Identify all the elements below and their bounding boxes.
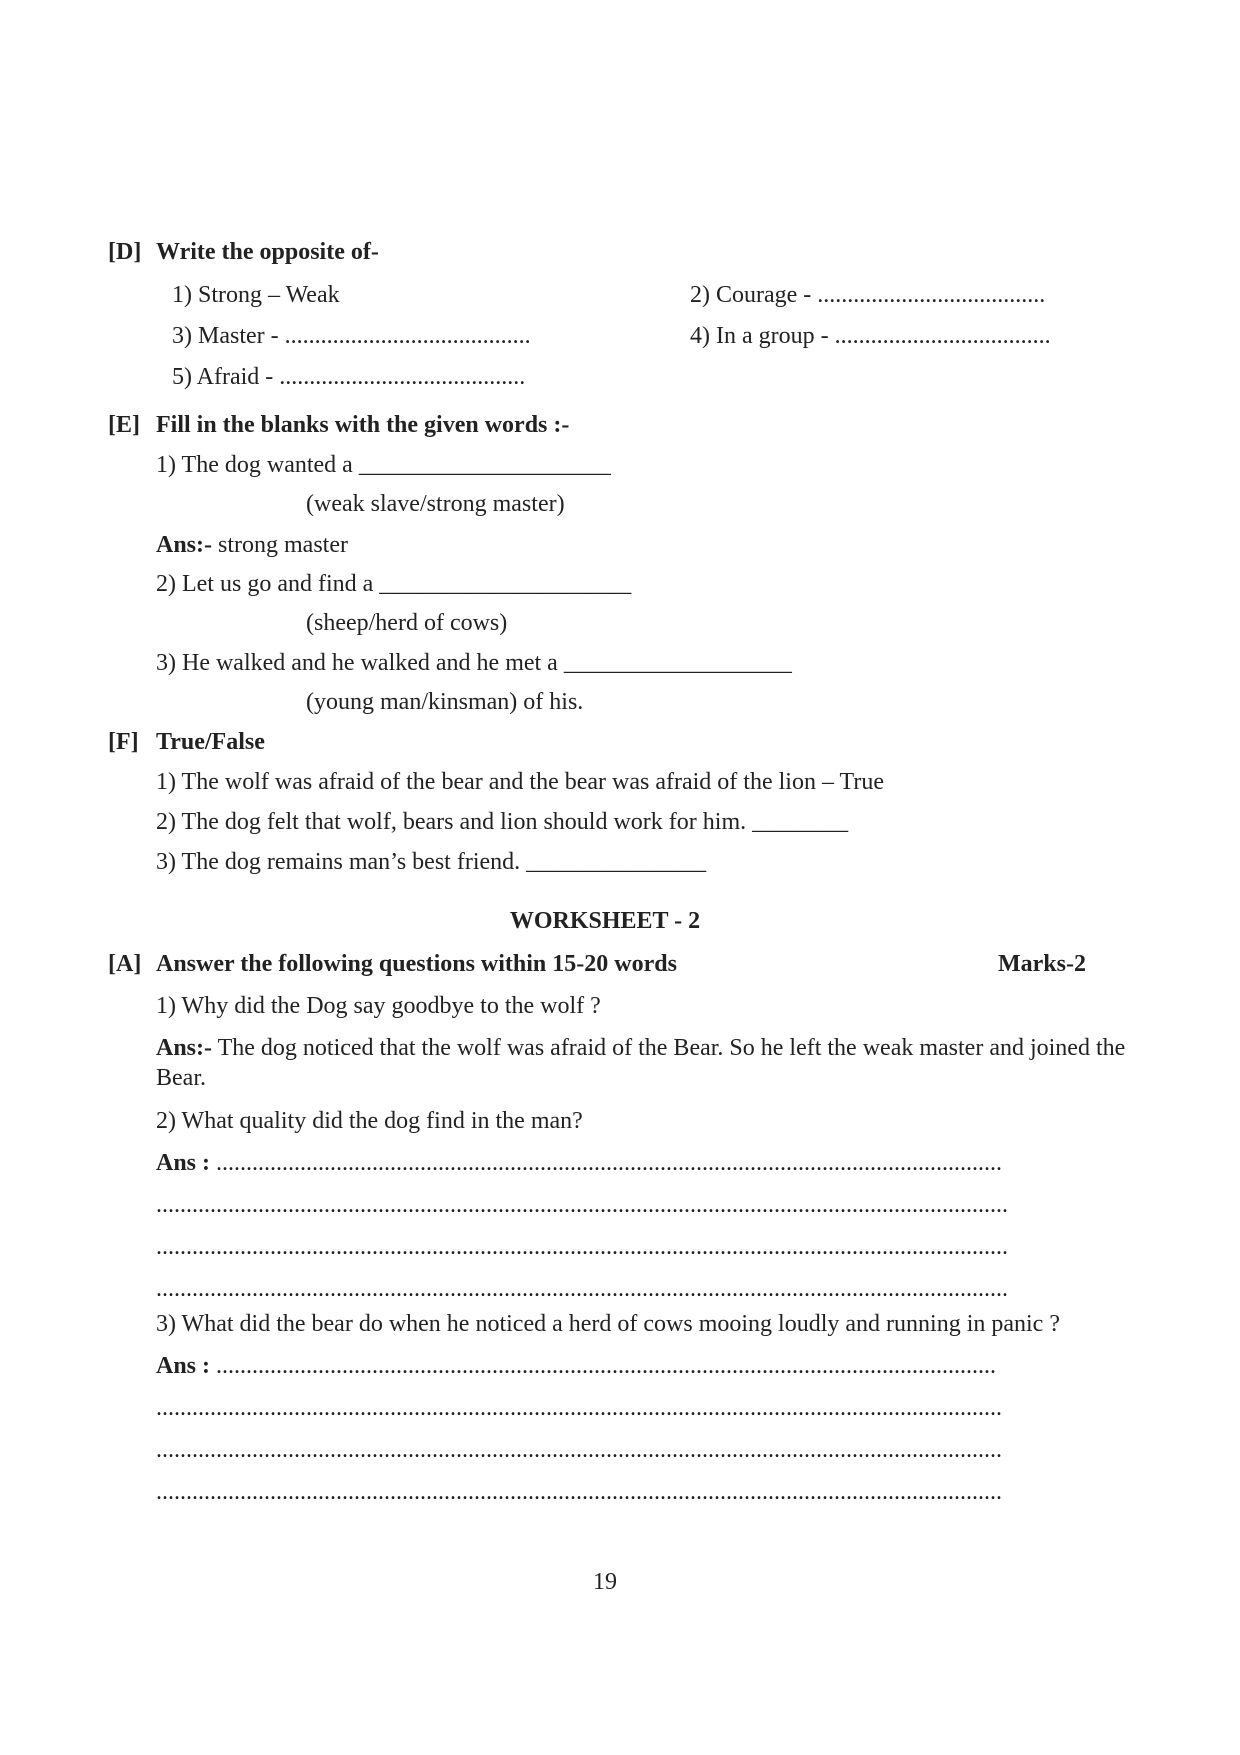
question-e3: 3) He walked and he walked and he met a ___________________ bbox=[156, 650, 792, 676]
answer-a3-line: ............................................................................................................................................. bbox=[156, 1437, 1002, 1463]
question-e2: 2) Let us go and find a _____________________ bbox=[156, 571, 632, 597]
answer-label: Ans:- bbox=[156, 1035, 213, 1061]
answer-label: Ans : bbox=[156, 1150, 211, 1176]
section-f-title: True/False bbox=[156, 729, 265, 755]
section-d-marker: [D] bbox=[108, 239, 142, 265]
list-item: 2) The dog felt that wolf, bears and lion should work for him. ________ bbox=[156, 809, 849, 835]
list-item: 2) Courage - ...................................... bbox=[690, 282, 1046, 308]
answer-a3-line: ............................................................................................................................................. bbox=[156, 1479, 1002, 1505]
options-e3: (young man/kinsman) of his. bbox=[306, 689, 584, 715]
question-a1: 1) Why did the Dog say goodbye to the wolf ? bbox=[156, 993, 601, 1019]
options-e1: (weak slave/strong master) bbox=[306, 491, 565, 517]
list-item: 4) In a group - .................................... bbox=[690, 323, 1051, 349]
answer-a1-continued: Bear. bbox=[156, 1065, 206, 1091]
marks-label: Marks-2 bbox=[998, 951, 1086, 977]
answer-e1 bbox=[156, 531, 348, 560]
answer-a3-line bbox=[156, 1352, 996, 1381]
section-a-title: Answer the following questions within 15-20 words bbox=[156, 951, 677, 977]
answer-dots: .................................................................................................................................. bbox=[210, 1353, 997, 1379]
question-a2: 2) What quality did the dog find in the man? bbox=[156, 1108, 583, 1134]
answer-dots: ................................................................................................................................... bbox=[210, 1150, 1003, 1176]
answer-label: Ans:- bbox=[156, 532, 213, 558]
list-item: 1) The wolf was afraid of the bear and the bear was afraid of the lion – True bbox=[156, 769, 884, 795]
list-item: 5) Afraid - ......................................... bbox=[172, 364, 526, 390]
options-e2: (sheep/herd of cows) bbox=[306, 610, 508, 636]
answer-a1 bbox=[156, 1034, 1125, 1063]
worksheet-title: WORKSHEET - 2 bbox=[509, 908, 701, 934]
answer-a2-line: .............................................................................................................................................. bbox=[156, 1276, 1008, 1302]
question-e1: 1) The dog wanted a _____________________ bbox=[156, 452, 611, 478]
section-f-marker: [F] bbox=[108, 729, 139, 755]
question-a3: 3) What did the bear do when he noticed a herd of cows mooing loudly and running in panic ? bbox=[156, 1311, 1060, 1337]
section-d-title: Write the opposite of- bbox=[156, 239, 379, 265]
list-item: 1) Strong – Weak bbox=[172, 282, 340, 308]
list-item: 3) The dog remains man’s best friend. _______________ bbox=[156, 849, 707, 875]
answer-text: strong master bbox=[212, 532, 348, 558]
answer-label: Ans : bbox=[156, 1353, 211, 1379]
section-e-marker: [E] bbox=[108, 412, 140, 438]
answer-text: The dog noticed that the wolf was afraid of the Bear. So he left the weak master and joined the bbox=[212, 1035, 1126, 1061]
section-e-title: Fill in the blanks with the given words :- bbox=[156, 412, 570, 438]
answer-a2-line: .............................................................................................................................................. bbox=[156, 1234, 1008, 1260]
answer-a3-line: ............................................................................................................................................. bbox=[156, 1395, 1002, 1421]
answer-a2-line bbox=[156, 1149, 1002, 1178]
list-item: 3) Master - ......................................... bbox=[172, 323, 531, 349]
section-a-marker: [A] bbox=[108, 951, 142, 977]
page-number: 19 bbox=[593, 1569, 617, 1595]
answer-a2-line: .............................................................................................................................................. bbox=[156, 1192, 1008, 1218]
